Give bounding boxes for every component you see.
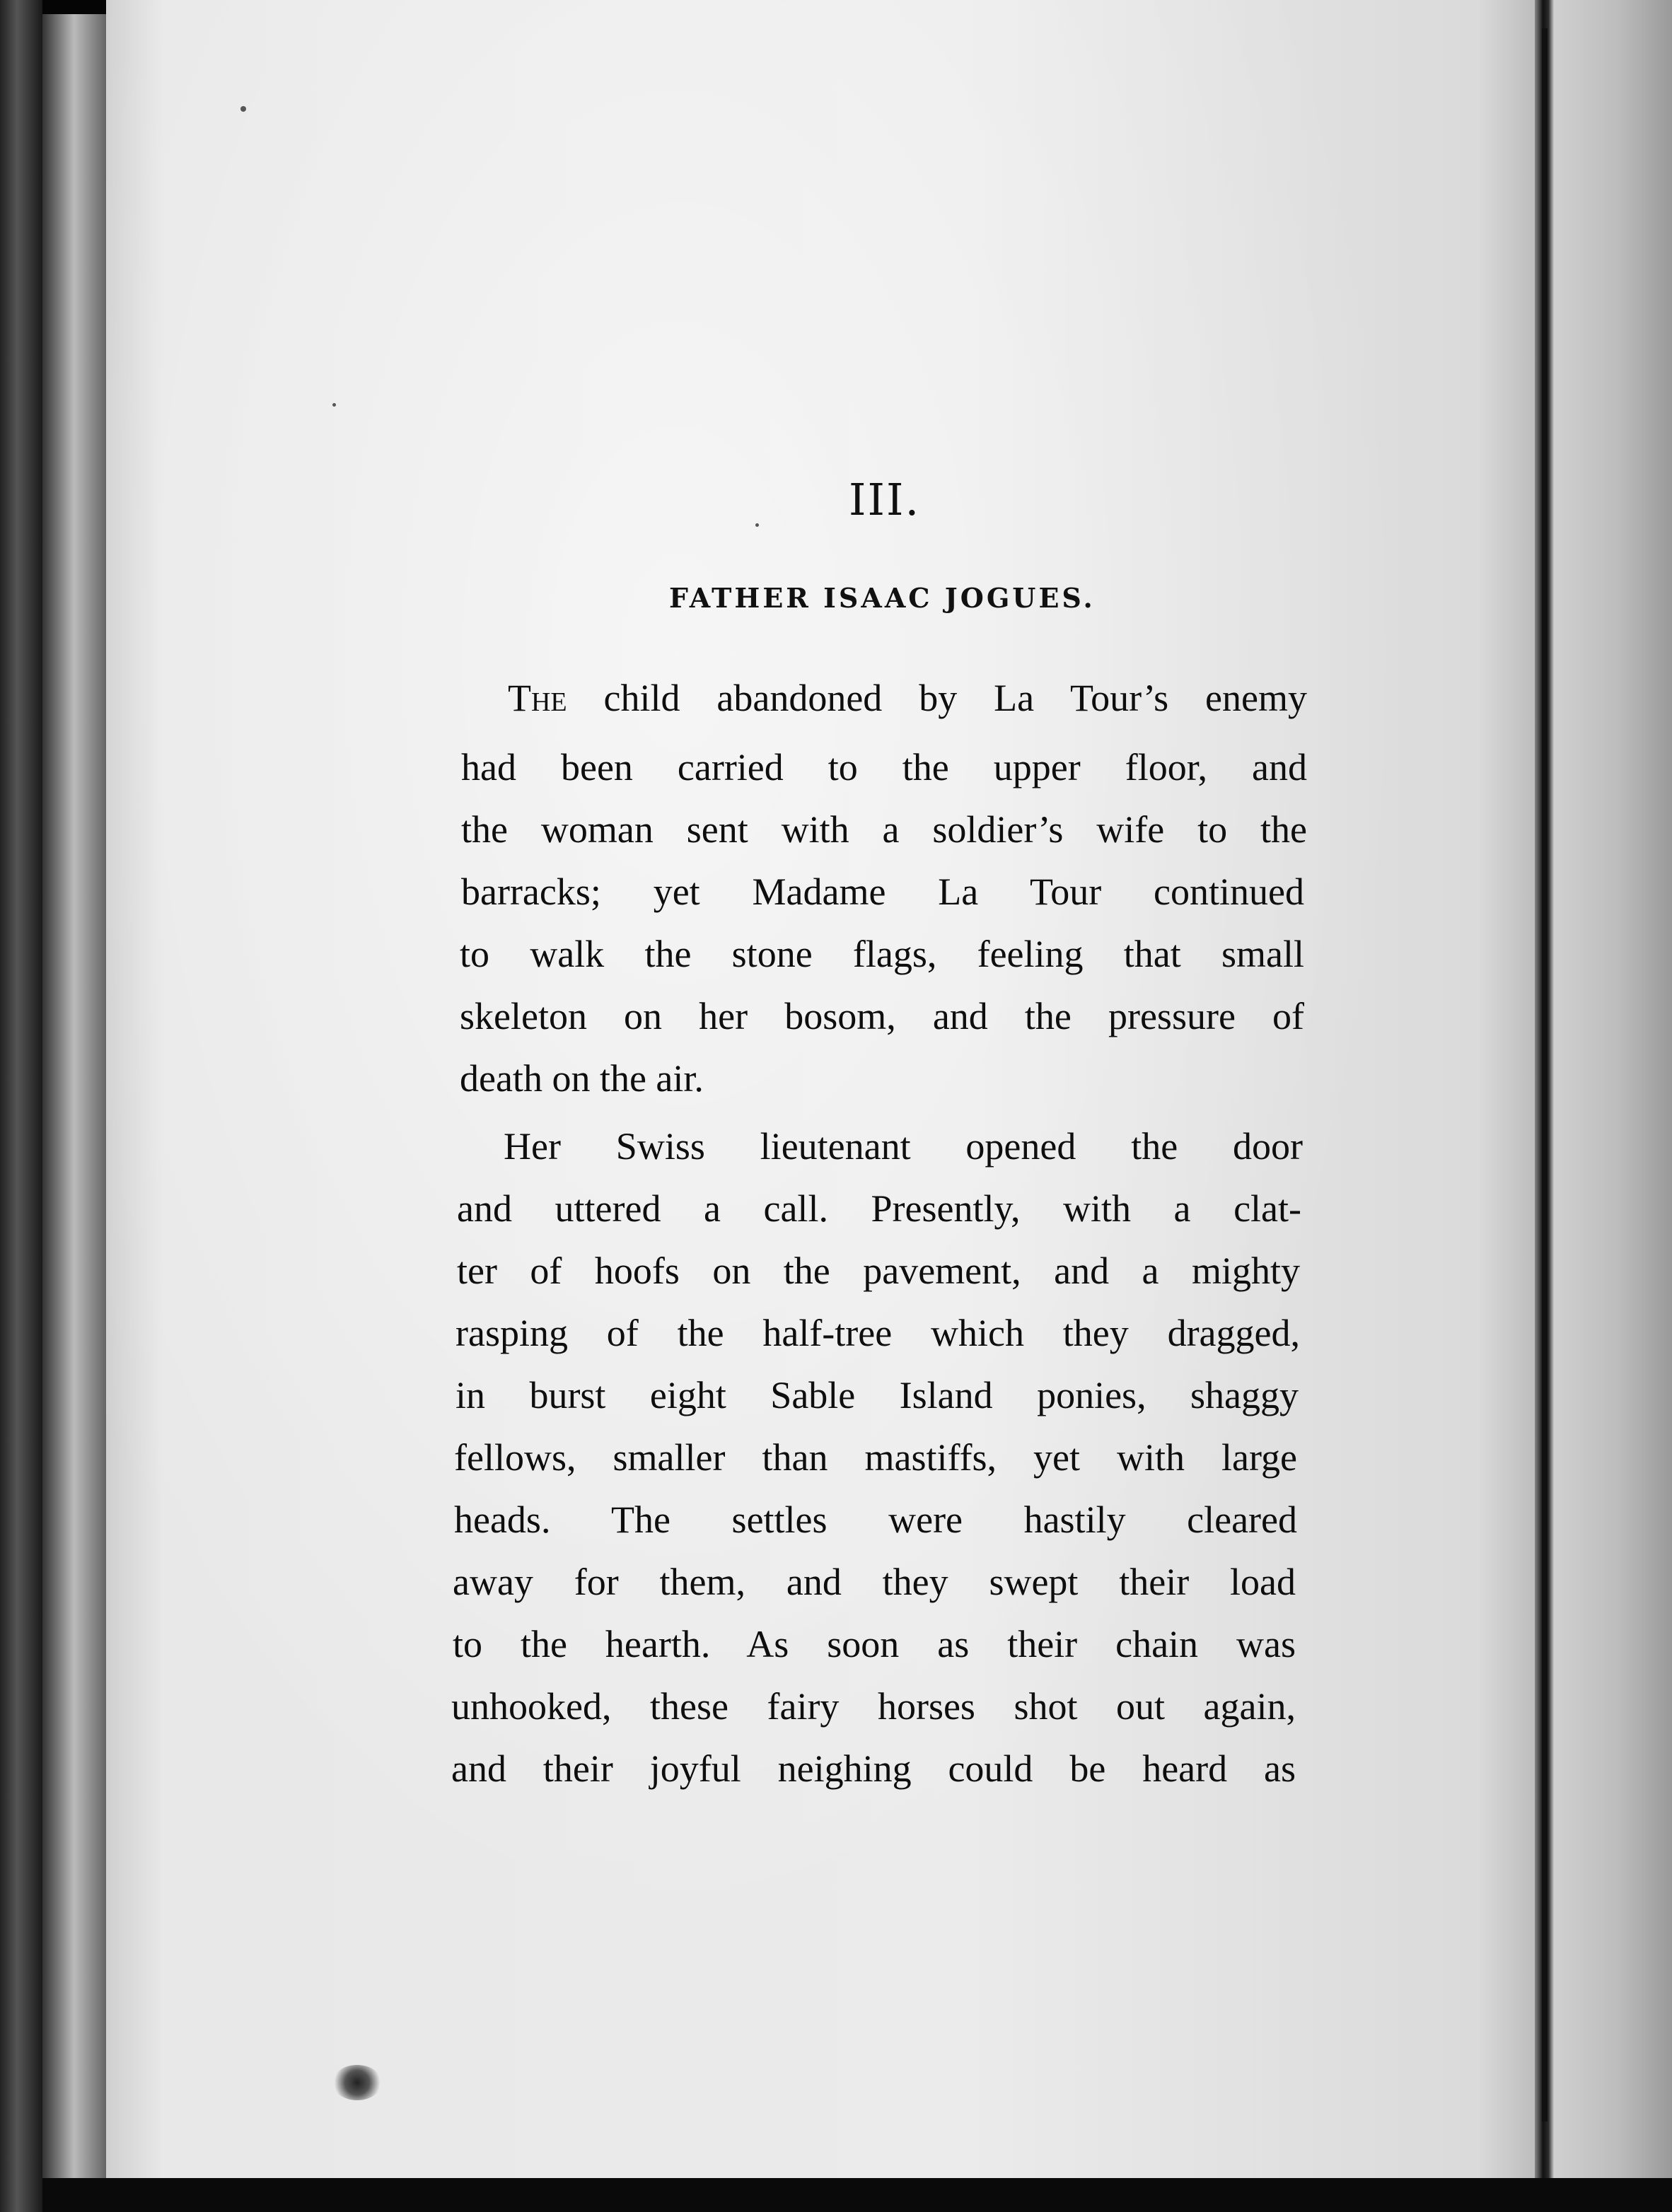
right-page-edge [1535, 0, 1672, 2212]
paragraph-2-line-3: ter of hoofs on the pavement, and a mighty [457, 1250, 1300, 1292]
paragraph-2-line-4: rasping of the half-tree which they dragged, [455, 1312, 1300, 1354]
chapter-number: III. [849, 474, 921, 525]
paragraph-1-line-1 [508, 679, 1307, 717]
paragraph-1-line-5: to walk the stone flags, feeling that small [460, 933, 1304, 975]
paragraph-1-line-3: the woman sent with a soldier’s wife to the [461, 808, 1307, 851]
paragraph-2-line-1: Her Swiss lieutenant opened the door [504, 1125, 1303, 1168]
line-text: child abandoned by La Tour’s enemy [567, 677, 1307, 719]
paragraph-2-line-8: away for them, and they swept their load [453, 1561, 1296, 1603]
lead-small-caps: The [508, 677, 567, 719]
paragraph-2-line-2: and uttered a call. Presently, with a clat- [457, 1187, 1301, 1230]
gutter-line [1542, 28, 1548, 2121]
ink-smudge [332, 2065, 382, 2100]
chapter-title: FATHER ISAAC JOGUES. [669, 582, 1096, 614]
paragraph-1-line-7: death on the air. [460, 1057, 704, 1100]
dust-speck [240, 106, 246, 112]
book-spine-edge [0, 0, 42, 2212]
paragraph-2-line-11: and their joyful neighing could be heard as [451, 1747, 1296, 1790]
dust-speck [755, 523, 759, 527]
bottom-shadow [42, 2178, 1672, 2212]
dust-speck [332, 403, 336, 407]
paragraph-1-line-2: had been carried to the upper floor, and [461, 746, 1307, 788]
paragraph-2-line-9: to the hearth. As soon as their chain was [453, 1623, 1296, 1665]
paragraph-2-line-7: heads. The settles were hastily cleared [454, 1498, 1297, 1541]
paragraph-1-line-6: skeleton on her bosom, and the pressure of [460, 995, 1304, 1037]
paragraph-2-line-10: unhooked, these fairy horses shot out again, [451, 1685, 1296, 1728]
paragraph-1-line-4: barracks; yet Madame La Tour continued [461, 871, 1304, 913]
book-page [106, 0, 1535, 2178]
paragraph-2-line-5: in burst eight Sable Island ponies, shaggy [455, 1374, 1299, 1416]
paragraph-2-line-6: fellows, smaller than mastiffs, yet with large [454, 1436, 1297, 1479]
